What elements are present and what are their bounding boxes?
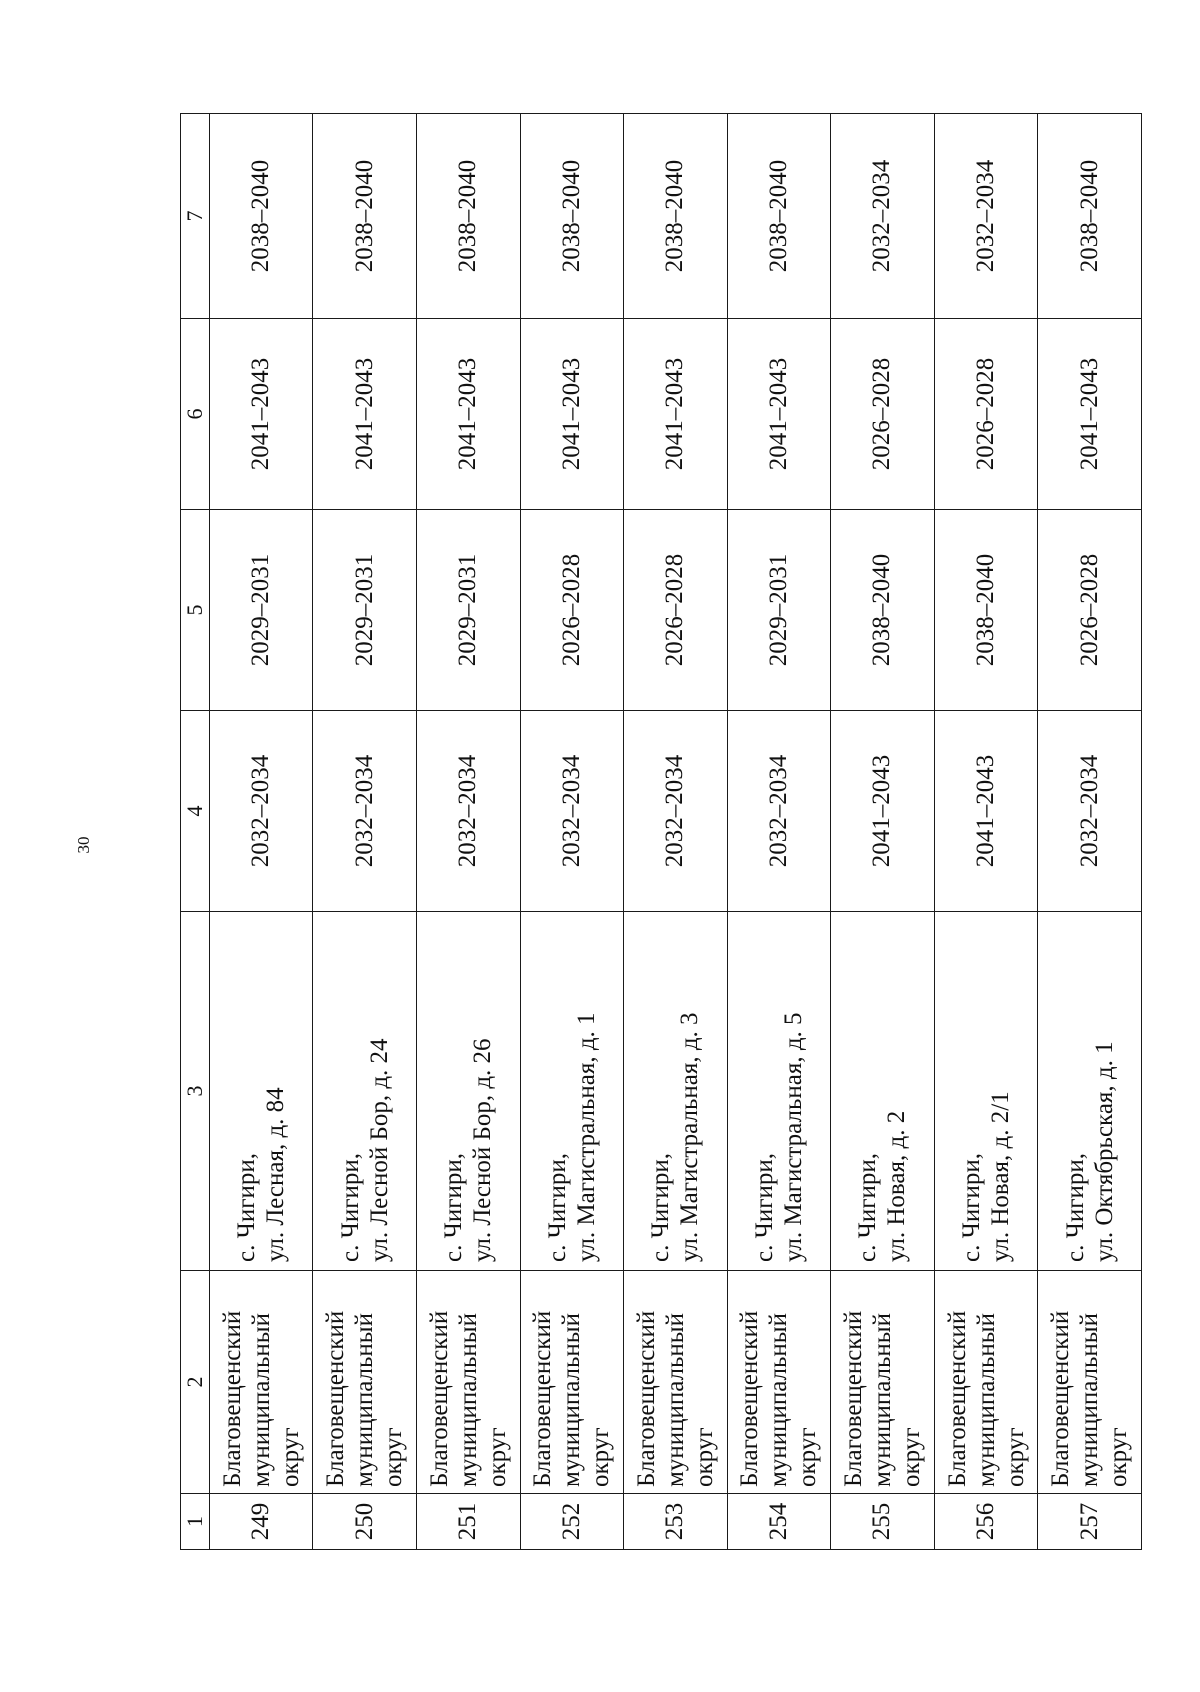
district-line: Благовещенский — [322, 1310, 350, 1487]
row-number-cell: 251 — [417, 1494, 521, 1550]
address-line: ул. Лесной Бор, д. 24 — [365, 1038, 393, 1262]
column-number: 4 — [181, 711, 210, 912]
column-number: 1 — [181, 1494, 210, 1550]
period-cell-col4: 2032–2034 — [313, 711, 417, 912]
table-row — [934, 114, 1038, 1550]
address-cell — [831, 912, 935, 1271]
table-row — [209, 114, 313, 1550]
table-row — [1038, 114, 1142, 1550]
table-row — [417, 114, 521, 1550]
register-table-rotated — [180, 113, 1142, 1550]
period-cell-col5: 2026–2028 — [520, 510, 624, 711]
period-cell-col7: 2038–2040 — [520, 114, 624, 319]
period-cell-col6: 2041–2043 — [417, 319, 521, 510]
district-line: Благовещенский — [1047, 1310, 1075, 1487]
column-number-row — [181, 114, 210, 1550]
address-line: ул. Лесная, д. 84 — [262, 1087, 290, 1262]
row-number-cell: 256 — [934, 1494, 1038, 1550]
district-line: муниципальный — [765, 1313, 793, 1487]
district-cell — [313, 1271, 417, 1494]
register-table-frame — [180, 113, 1142, 1550]
address-cell — [520, 912, 624, 1271]
address-line: с. Чигири, — [233, 1153, 261, 1262]
period-cell-col4: 2041–2043 — [831, 711, 935, 912]
district-line: муниципальный — [868, 1313, 896, 1487]
district-line: округ — [276, 1427, 304, 1487]
address-line: с. Чигири, — [1061, 1153, 1089, 1262]
district-cell — [1038, 1271, 1142, 1494]
period-cell-col5: 2029–2031 — [209, 510, 313, 711]
address-line: с. Чигири, — [750, 1153, 778, 1262]
row-number-cell: 253 — [624, 1494, 728, 1550]
table-row — [624, 114, 728, 1550]
district-cell — [209, 1271, 313, 1494]
address-cell — [417, 912, 521, 1271]
column-number: 3 — [181, 912, 210, 1271]
row-number-cell: 255 — [831, 1494, 935, 1550]
address-line: с. Чигири, — [543, 1153, 571, 1262]
row-number-cell: 254 — [727, 1494, 831, 1550]
district-cell — [624, 1271, 728, 1494]
address-line: ул. Магистральная, д. 5 — [779, 1012, 807, 1262]
period-cell-col7: 2038–2040 — [624, 114, 728, 319]
register-table — [180, 113, 1142, 1550]
address-cell — [313, 912, 417, 1271]
district-line: муниципальный — [661, 1313, 689, 1487]
district-line: Благовещенский — [943, 1310, 971, 1487]
district-line: Благовещенский — [839, 1310, 867, 1487]
period-cell-col7: 2038–2040 — [313, 114, 417, 319]
address-line: с. Чигири, — [854, 1153, 882, 1262]
district-cell — [831, 1271, 935, 1494]
period-cell-col4: 2032–2034 — [417, 711, 521, 912]
period-cell-col6: 2026–2028 — [831, 319, 935, 510]
district-line: Благовещенский — [632, 1310, 660, 1487]
district-line: муниципальный — [351, 1313, 379, 1487]
district-line: Благовещенский — [218, 1310, 246, 1487]
column-number: 5 — [181, 510, 210, 711]
address-line: ул. Магистральная, д. 1 — [572, 1012, 600, 1262]
period-cell-col7: 2038–2040 — [209, 114, 313, 319]
district-line: округ — [587, 1427, 615, 1487]
table-row — [520, 114, 624, 1550]
period-cell-col4: 2032–2034 — [520, 711, 624, 912]
period-cell-col7: 2038–2040 — [1038, 114, 1142, 319]
district-cell — [417, 1271, 521, 1494]
row-number-cell: 250 — [313, 1494, 417, 1550]
period-cell-col7: 2038–2040 — [727, 114, 831, 319]
address-line: ул. Магистральная, д. 3 — [676, 1012, 704, 1262]
period-cell-col4: 2032–2034 — [624, 711, 728, 912]
district-line: Благовещенский — [736, 1310, 764, 1487]
period-cell-col4: 2041–2043 — [934, 711, 1038, 912]
column-number: 6 — [181, 319, 210, 510]
row-number-cell: 257 — [1038, 1494, 1142, 1550]
period-cell-col7: 2032–2034 — [934, 114, 1038, 319]
district-line: Благовещенский — [529, 1310, 557, 1487]
district-line: округ — [897, 1427, 925, 1487]
period-cell-col5: 2026–2028 — [624, 510, 728, 711]
table-row — [831, 114, 935, 1550]
period-cell-col5: 2038–2040 — [831, 510, 935, 711]
address-cell — [209, 912, 313, 1271]
period-cell-col4: 2032–2034 — [209, 711, 313, 912]
district-line: округ — [380, 1427, 408, 1487]
district-line: муниципальный — [454, 1313, 482, 1487]
period-cell-col6: 2026–2028 — [934, 319, 1038, 510]
address-cell — [624, 912, 728, 1271]
period-cell-col7: 2038–2040 — [417, 114, 521, 319]
district-line: округ — [483, 1427, 511, 1487]
district-line: муниципальный — [1076, 1313, 1104, 1487]
column-number: 7 — [181, 114, 210, 319]
period-cell-col6: 2041–2043 — [727, 319, 831, 510]
address-line: ул. Октябрьская, д. 1 — [1090, 1041, 1118, 1262]
page-number: 30 — [74, 836, 93, 854]
period-cell-col6: 2041–2043 — [1038, 319, 1142, 510]
period-cell-col6: 2041–2043 — [313, 319, 417, 510]
district-cell — [520, 1271, 624, 1494]
address-cell — [727, 912, 831, 1271]
district-line: муниципальный — [972, 1313, 1000, 1487]
district-cell — [934, 1271, 1038, 1494]
period-cell-col6: 2041–2043 — [209, 319, 313, 510]
address-cell — [934, 912, 1038, 1271]
district-line: Благовещенский — [425, 1310, 453, 1487]
address-line: с. Чигири, — [336, 1153, 364, 1262]
period-cell-col4: 2032–2034 — [1038, 711, 1142, 912]
district-line: округ — [690, 1427, 718, 1487]
period-cell-col7: 2032–2034 — [831, 114, 935, 319]
period-cell-col6: 2041–2043 — [624, 319, 728, 510]
district-line: муниципальный — [247, 1313, 275, 1487]
row-number-cell: 249 — [209, 1494, 313, 1550]
period-cell-col5: 2026–2028 — [1038, 510, 1142, 711]
address-line: с. Чигири, — [440, 1153, 468, 1262]
district-line: округ — [794, 1427, 822, 1487]
row-number-cell: 252 — [520, 1494, 624, 1550]
district-cell — [727, 1271, 831, 1494]
period-cell-col5: 2038–2040 — [934, 510, 1038, 711]
district-line: муниципальный — [558, 1313, 586, 1487]
period-cell-col5: 2029–2031 — [313, 510, 417, 711]
address-line: с. Чигири, — [647, 1153, 675, 1262]
table-row — [313, 114, 417, 1550]
column-number: 2 — [181, 1271, 210, 1494]
district-line: округ — [1105, 1427, 1133, 1487]
address-line: ул. Новая, д. 2/1 — [987, 1091, 1015, 1262]
period-cell-col5: 2029–2031 — [417, 510, 521, 711]
table-row — [727, 114, 831, 1550]
address-cell — [1038, 912, 1142, 1271]
address-line: с. Чигири, — [958, 1153, 986, 1262]
address-line: ул. Новая, д. 2 — [883, 1110, 911, 1262]
district-line: округ — [1001, 1427, 1029, 1487]
period-cell-col6: 2041–2043 — [520, 319, 624, 510]
address-line: ул. Лесной Бор, д. 26 — [469, 1038, 497, 1262]
period-cell-col4: 2032–2034 — [727, 711, 831, 912]
period-cell-col5: 2029–2031 — [727, 510, 831, 711]
